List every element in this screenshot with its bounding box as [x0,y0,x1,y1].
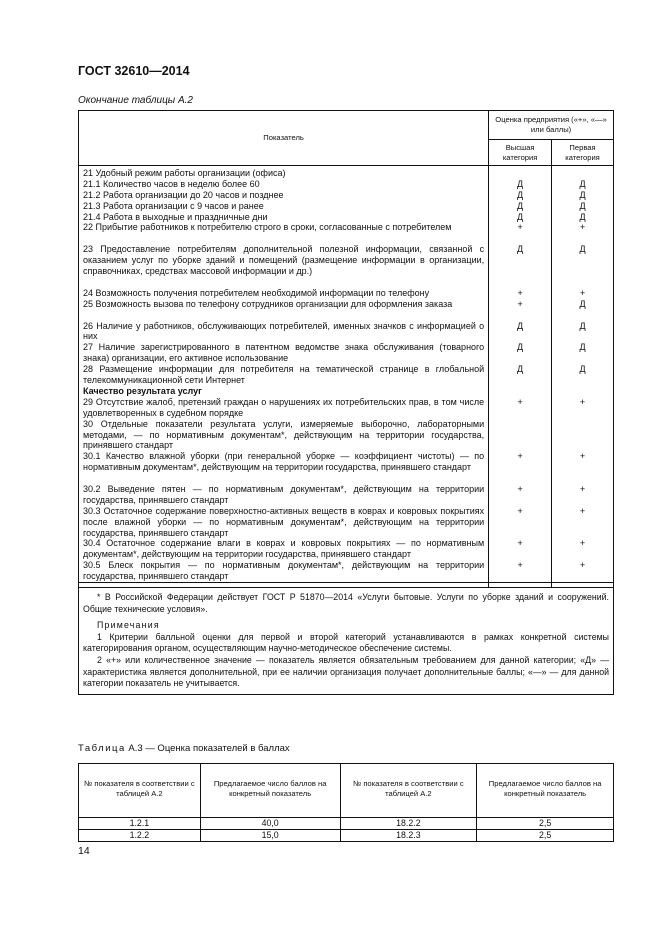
caption-text: А.3 — Оценка показателей в баллах [125,743,290,754]
a3-cell: 15,0 [200,830,340,842]
first-category-value: + [579,451,586,462]
indicator-text: 25 Возможность вызова по телефону сотрудников организации для оформления заказа [83,298,453,309]
table-a3-caption [78,743,290,754]
notes-title: Примечания [97,620,160,631]
high-category-value: Д [517,211,524,222]
caption-prefix: Таблица [78,743,126,754]
first-category-value: + [579,222,586,233]
indicator-column [79,166,489,583]
indicator-text: 30.2 Выведение пятен — по нормативным документам*, действующим на территории государства, принявшего стандарт [83,483,485,505]
footnote: * В Российской Федерации действует ГОСТ Р 51870—2014 «Услуги бытовые. Услуги по уборке зданий и сооружений. Общие технические условия». [83,592,609,614]
header-assessment: Оценка предприятия («+», «—» или баллы) [489,111,614,140]
first-category-value [552,168,613,179]
first-category-value: Д [579,364,586,375]
indicator-text: 30 Отдельные показатели результата услуги, измеряемые выборочно, лабораторными методами, — по нормативным документам*, действующим на территории государства, принявшего стандарт [83,418,485,451]
high-category-value: + [517,287,523,298]
first-category-value: Д [579,244,586,255]
indicator-text: 26 Наличие у работников, обслуживающих потребителей, именных значков с информацией о них [83,320,485,342]
high-category-value [489,419,551,452]
first-category-value: + [579,538,586,549]
first-category-value [552,386,613,397]
high-category-value [489,168,551,179]
high-category-value: Д [517,189,524,200]
indicator-text: 21 Удобный режим работы организации (офиса) [83,168,286,178]
high-category-value: + [517,483,523,494]
high-category-value: + [517,451,523,462]
first-category-value: + [579,505,586,516]
a3-cell: 1.2.2 [79,830,201,842]
high-category-value: Д [517,244,524,255]
indicator-text: 29 Отсутствие жалоб, претензий граждан о нарушениях их потребительских прав, в том числе удовлетворенных в судебном порядке [83,396,485,418]
indicator-text: 21.1 Количество часов в неделю более 60 [83,178,260,189]
high-category-value: + [517,396,523,407]
high-category-value: Д [517,364,524,375]
indicator-text: 23 Предоставление потребителям дополнительной полезной информации, связанной с оказанием услуг по уборке зданий и помещений (размещение информации в организации, справочниках, средствах массовой информации и др.) [83,244,485,277]
high-category-value: Д [517,200,524,211]
first-category-value: + [579,483,586,494]
note-1: 1 Критерии балльной оценки для первой и второй категорий устанавливаются в рамках конкретной системы категорирования органом, осуществляющим научно-методическое обеспечение системы. [83,631,609,654]
first-category-value: + [579,560,586,571]
indicator-text: 30.5 Блеск покрытия — по нормативным документам*, действующим на территории государства, принявшего стандарт [83,560,485,582]
high-category-value: + [517,560,523,571]
a3-header-points-1: Предлагаемое число баллов на конкретный показатель [200,764,340,818]
note-2: 2 «+» или количественное значение — показатель является обязательным требованием для данной категории; «Д» — характеристика является дополнительной, при ее наличии организация получает дополнительные баллы; «—» — для данной категории показатель не учитывается. [83,655,609,689]
table-continuation-label: Окончание таблицы А.2 [78,95,193,106]
indicator-text: 24 Возможность получения потребителем необходимой информации по телефону [83,287,430,298]
indicator-text: 28 Размещение информации для потребителя на тематической странице в глобальной телекоммуникационной сети Интернет [83,364,485,386]
a3-cell: 18.2.3 [340,830,477,842]
high-category-value [489,386,551,397]
high-category-value: + [517,298,523,309]
indicator-text: 27 Наличие зарегистрированного в патентном ведомстве знака обслуживания (товарного знака) организации, его активное использование [83,342,485,364]
a3-cell: 18.2.2 [340,818,477,830]
a3-cell: 40,0 [200,818,340,830]
table-a3 [78,763,614,842]
indicator-text: 30.1 Качество влажной уборки (при генеральной уборке — коэффициент чистоты) — по нормативным документам*, действующим на территории государства, принявшего стандарт [83,451,485,473]
header-high-category: Высшая категория [489,140,552,166]
high-category-value: + [517,222,523,233]
header-first-category: Первая категория [552,140,614,166]
high-category-value: Д [517,178,524,189]
high-category-value: Д [517,320,524,331]
first-category-value: Д [579,342,586,353]
indicator-text: 30.4 Остаточное содержание влаги в коврах и ковровых покрытиях — по нормативным документам*, действующим на территории государства, принявшего стандарт [83,538,485,560]
first-category-value: Д [579,298,586,309]
first-category-value: Д [579,200,586,211]
high-category-value: + [517,538,523,549]
indicator-text: 21.2 Работа организации до 20 часов и позднее [83,189,284,200]
first-category-value: + [579,396,586,407]
first-category-column [552,166,614,583]
table-notes [79,588,614,695]
first-category-value: Д [579,320,586,331]
high-category-value: Д [517,342,524,353]
a3-header-number-1: № показателя в соответствии с таблицей А.2 [79,764,201,818]
a3-header-number-2: № показателя в соответствии с таблицей А.2 [340,764,477,818]
first-category-value: Д [579,211,586,222]
page-number: 14 [78,845,90,857]
high-category-value: + [517,505,523,516]
table-a2 [78,110,614,695]
indicator-text: 21.4 Работа в выходные и праздничные дни [83,211,268,222]
section-heading: Качество результата услуг [83,385,202,396]
indicator-text: 21.3 Работа организации с 9 часов и ранее [83,200,264,211]
header-indicator: Показатель [79,111,489,166]
high-category-column [489,166,552,583]
first-category-value [552,419,613,452]
indicator-text: 30.3 Остаточное содержание поверхностно-активных веществ в коврах и ковровых покрытиях после влажной уборки — по нормативным документам*, действующим на территории государства, принявшего стандарт [83,505,485,538]
a3-cell: 2,5 [477,818,614,830]
a3-cell: 1.2.1 [79,818,201,830]
indicator-text: 22 Прибытие работников к потребителю строго в сроки, согласованные с потребителем [83,222,452,233]
a3-cell: 2,5 [477,830,614,842]
document-code: ГОСТ 32610—2014 [78,64,190,78]
a3-header-points-2: Предлагаемое число баллов на конкретный показатель [477,764,614,818]
first-category-value: Д [579,178,586,189]
first-category-value: + [579,287,586,298]
first-category-value: Д [579,189,586,200]
